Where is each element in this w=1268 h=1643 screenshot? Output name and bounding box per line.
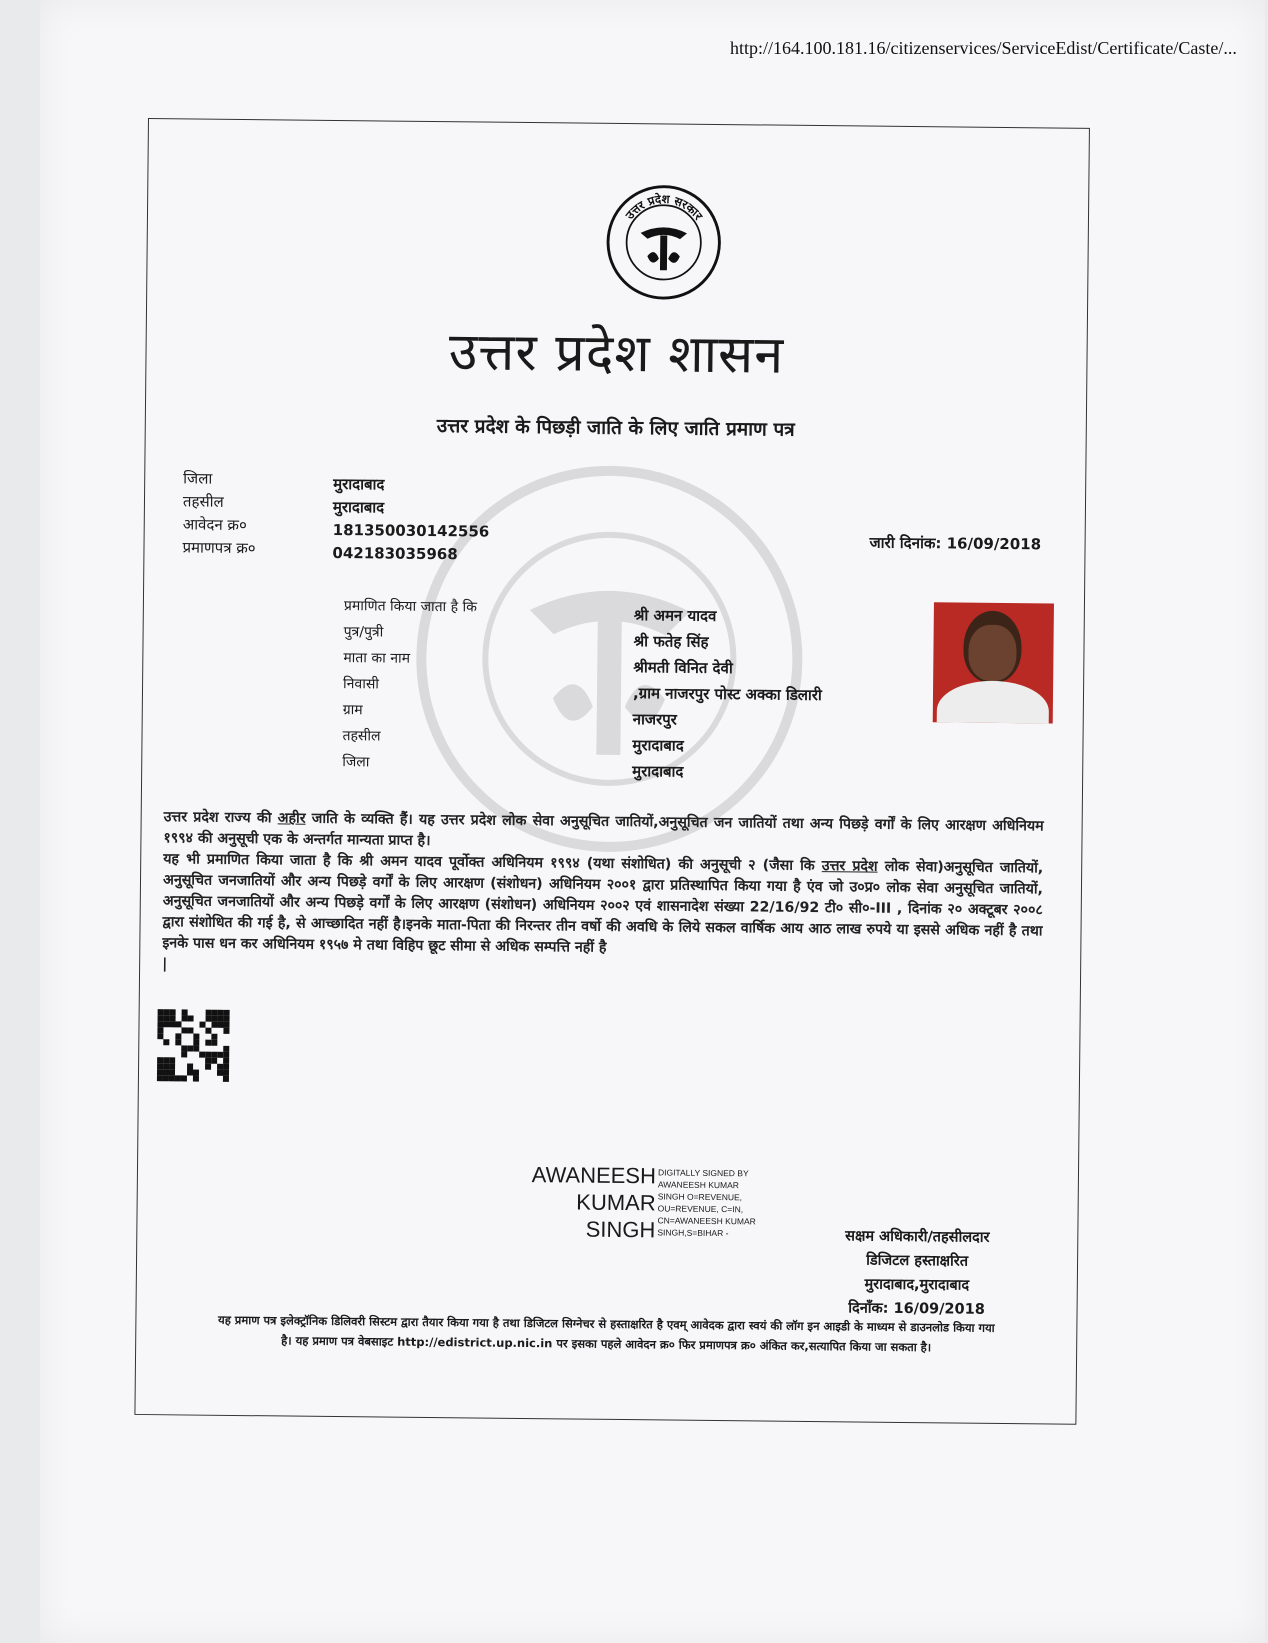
- value-holder-name: श्री अमन यादव: [633, 606, 717, 625]
- meta-values: [332, 473, 490, 567]
- certificate-body: [162, 807, 1044, 984]
- value-tehsil: मुरादाबाद: [632, 736, 684, 755]
- label-mother-name: माता का नाम: [343, 650, 411, 667]
- value-mother-name: श्रीमती विनित देवी: [633, 658, 733, 678]
- certificate-labels: [342, 593, 477, 776]
- digital-signature-details: DIGITALLY SIGNED BY AWANEESH KUMAR SINGH O=REVENUE, OU=REVENUE, C=IN, CN=AWANEESH KUMAR SINGH,S=BIHAR -: [657, 1167, 756, 1239]
- meta-label-tehsil: तहसील: [182, 492, 224, 511]
- qr-code: [157, 1009, 230, 1082]
- certificate-frame: [134, 118, 1090, 1425]
- certificate-values: [632, 602, 823, 786]
- signer-name: AWANEESH KUMAR SINGH: [531, 1162, 657, 1243]
- label-resident: निवासी: [342, 676, 380, 693]
- meta-label-application-no: आवेदन क्र०: [182, 515, 247, 535]
- applicant-photo: [933, 602, 1054, 723]
- meta-label-certificate-no: प्रमाणपत्र क्र०: [182, 538, 256, 558]
- label-son-daughter: पुत्र/पुत्री: [343, 624, 384, 641]
- issue-date: जारी दिनांक: 16/09/2018: [869, 533, 1042, 554]
- certificate-subtitle: उत्तर प्रदेश के पिछड़ी जाति के लिए जाति प्रमाण पत्र: [436, 415, 795, 441]
- page-title: उत्तर प्रदेश शासन: [448, 322, 785, 386]
- caste-name: अहीर: [277, 810, 306, 827]
- paper-sheet: [40, 0, 1265, 1643]
- meta-labels: [182, 467, 256, 560]
- meta-label-district: जिला: [183, 469, 213, 488]
- meta-value-tehsil: मुरादाबाद: [332, 497, 385, 517]
- verification-footer: यह प्रमाण पत्र इलेक्ट्रॉनिक डिलिवरी सिस्टम द्वारा तैयार किया गया है तथा डिजिटल सिग्नेचर से हस्ताक्षरित है एवम् आवेदक द्वारा स्वयं की लॉग इन आइडी के माध्यम से डाउनलोड किया गया है। यह प्रमाण पत्र वेबसाइट http://edistrict.up.nic.in पर इसका पहले आवेदन क्र० फिर प्रमाणपत्र क्र० अंकित कर,सत्यापित किया जा सकता है।: [218, 1312, 995, 1355]
- label-certified: प्रमाणित किया जाता है कि: [343, 598, 478, 616]
- value-district: मुरादाबाद: [632, 762, 684, 781]
- svg-text:उत्तर प्रदेश सरकार: उत्तर प्रदेश सरकार: [622, 191, 706, 223]
- body-paragraph-2: यह भी प्रमाणित किया जाता है कि श्री अमन यादव पूर्वोक्त अधिनियम १९९४ (यथा संशोधित) की अनुसूची २ (जैसा कि उत्तर प्रदेश लोक सेवा)अनुसूचित जातियों, अनुसूचित जनजातियों और अन्य पिछड़े वर्गों के लिए आरक्षण (संशोधन) अधिनियम २००१ द्वारा प्रतिस्थापित किया गया है एंव जो उ०प्र० लोक सेवा अनुसूचित जातियों, अनुसूचित जनजातियों और अन्य पिछड़े वर्गों के लिए आरक्षण (संशोधन) अधिनियम २००२ एवं शासनादेश संख्या 22/16/92 टी० सी०-III , दिनांक २० अक्टूबर २००८ द्वारा संशोधित की गई है, से आच्छादित नहीं है।इनके माता-पिता की निरन्तर तीन वर्षो की अवधि के लिये सकल वार्षिक आय आठ लाख रुपये या इससे अधिक नहीं है तथा इनके पास धन कर अधिनियम १९५७ मे तथा विहिप छूट सीमा से अधिक सम्पत्ति नहीं है: [162, 851, 1044, 956]
- body-paragraph-1: उत्तर प्रदेश राज्य की अहीर जाति के व्यक्ति हैं। यह उत्तर प्रदेश लोक सेवा अनुसूचित जातियों,अनुसूचित जन जातियों तथा अन्य पिछड़े वर्गों के लिए आरक्षण अधिनियम १९९४ की अनुसूची एक के अन्तर्गत मान्यता प्राप्त है।: [163, 809, 1044, 849]
- label-village: ग्राम: [342, 702, 363, 719]
- meta-value-district: मुरादाबाद: [333, 474, 385, 494]
- state-emblem-seal: [605, 184, 722, 301]
- value-father-name: श्री फतेह सिंह: [633, 632, 709, 651]
- issuing-officer: सक्षम अधिकारी/तहसीलदार डिजिटल हस्ताक्षरित मुरादाबाद,मुरादाबाद दिनाँक: 16/09/2018: [845, 1228, 990, 1318]
- label-district: जिला: [342, 754, 370, 771]
- value-village: नाजरपुर: [632, 710, 677, 729]
- label-tehsil: तहसील: [342, 728, 381, 745]
- body-end-mark: |: [162, 956, 168, 973]
- meta-value-certificate-no: 042183035968: [332, 543, 458, 564]
- meta-value-application-no: 181350030142556: [332, 520, 490, 541]
- value-resident: ,ग्राम नाजरपुर पोस्ट अक्का डिलारी: [632, 684, 822, 705]
- browser-url: http://164.100.181.16/citizenservices/ServiceEdist/Certificate/Caste/...: [730, 38, 1237, 58]
